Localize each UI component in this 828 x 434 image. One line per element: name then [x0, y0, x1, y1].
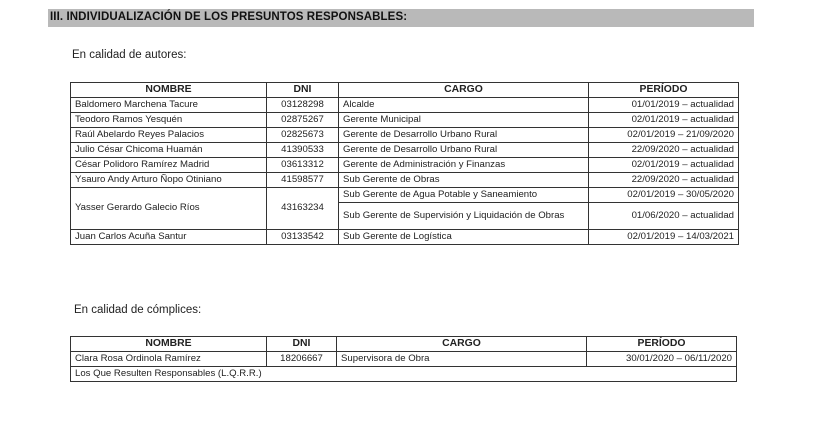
table-row	[71, 188, 739, 203]
cell-dni: 18206667	[267, 352, 337, 367]
table-header-row	[71, 83, 739, 98]
table-row	[71, 143, 739, 158]
cell-cargo: Sub Gerente de Agua Potable y Saneamiento	[339, 188, 589, 203]
cell-dni: 02825673	[267, 128, 339, 143]
table-row	[71, 128, 739, 143]
accomplices-table	[70, 336, 737, 382]
cell-cargo: Sub Gerente de Supervisión y Liquidación de Obras	[339, 203, 589, 230]
cell-periodo: 02/01/2019 – 30/05/2020	[589, 188, 739, 203]
cell-cargo: Sub Gerente de Obras	[339, 173, 589, 188]
cell-nombre: Yasser Gerardo Galecio Ríos	[71, 188, 267, 230]
table-row	[71, 158, 739, 173]
table-row	[71, 352, 737, 367]
cell-periodo: 01/06/2020 – actualidad	[589, 203, 739, 230]
cell-periodo: 02/01/2019 – 21/09/2020	[589, 128, 739, 143]
cell-dni: 03133542	[267, 230, 339, 245]
cell-nombre: Julio César Chicoma Huamán	[71, 143, 267, 158]
cell-nombre: Clara Rosa Ordinola Ramírez	[71, 352, 267, 367]
authors-heading: En calidad de autores:	[72, 49, 187, 61]
cell-dni: 41390533	[267, 143, 339, 158]
section-title: III. INDIVIDUALIZACIÓN DE LOS PRESUNTOS RESPONSABLES:	[50, 11, 408, 23]
cell-periodo: 02/01/2019 – 14/03/2021	[589, 230, 739, 245]
column-header-cargo: CARGO	[337, 337, 587, 352]
column-header-periodo: PERÍODO	[589, 83, 739, 98]
table-row	[71, 230, 739, 245]
cell-nombre: César Polidoro Ramírez Madrid	[71, 158, 267, 173]
column-header-dni: DNI	[267, 83, 339, 98]
table-row	[71, 367, 737, 382]
cell-cargo: Gerente de Administración y Finanzas	[339, 158, 589, 173]
table-row	[71, 113, 739, 128]
cell-cargo: Sub Gerente de Logística	[339, 230, 589, 245]
column-header-dni: DNI	[267, 337, 337, 352]
column-header-nombre: NOMBRE	[71, 337, 267, 352]
cell-dni: 02875267	[267, 113, 339, 128]
cell-nombre: Raúl Abelardo Reyes Palacios	[71, 128, 267, 143]
cell-cargo: Gerente Municipal	[339, 113, 589, 128]
cell-periodo: 22/09/2020 – actualidad	[589, 143, 739, 158]
cell-dni: 03128298	[267, 98, 339, 113]
column-header-periodo: PERÍODO	[587, 337, 737, 352]
cell-cargo: Alcalde	[339, 98, 589, 113]
cell-periodo: 02/01/2019 – actualidad	[589, 113, 739, 128]
cell-nombre: Juan Carlos Acuña Santur	[71, 230, 267, 245]
table-row	[71, 173, 739, 188]
cell-cargo: Gerente de Desarrollo Urbano Rural	[339, 143, 589, 158]
table-header-row	[71, 337, 737, 352]
authors-table	[70, 82, 739, 245]
cell-dni: 03613312	[267, 158, 339, 173]
footer-lqrr: Los Que Resulten Responsables (L.Q.R.R.)	[71, 367, 737, 382]
column-header-nombre: NOMBRE	[71, 83, 267, 98]
cell-nombre: Baldomero Marchena Tacure	[71, 98, 267, 113]
cell-dni: 41598577	[267, 173, 339, 188]
cell-cargo: Gerente de Desarrollo Urbano Rural	[339, 128, 589, 143]
cell-nombre: Teodoro Ramos Yesquén	[71, 113, 267, 128]
column-header-cargo: CARGO	[339, 83, 589, 98]
cell-nombre: Ysauro Andy Arturo Ñopo Otiniano	[71, 173, 267, 188]
cell-periodo: 02/01/2019 – actualidad	[589, 158, 739, 173]
cell-cargo: Supervisora de Obra	[337, 352, 587, 367]
cell-periodo: 30/01/2020 – 06/11/2020	[587, 352, 737, 367]
accomplices-heading: En calidad de cómplices:	[74, 304, 202, 316]
table-row	[71, 98, 739, 113]
cell-dni: 43163234	[267, 188, 339, 230]
cell-periodo: 01/01/2019 – actualidad	[589, 98, 739, 113]
cell-periodo: 22/09/2020 – actualidad	[589, 173, 739, 188]
